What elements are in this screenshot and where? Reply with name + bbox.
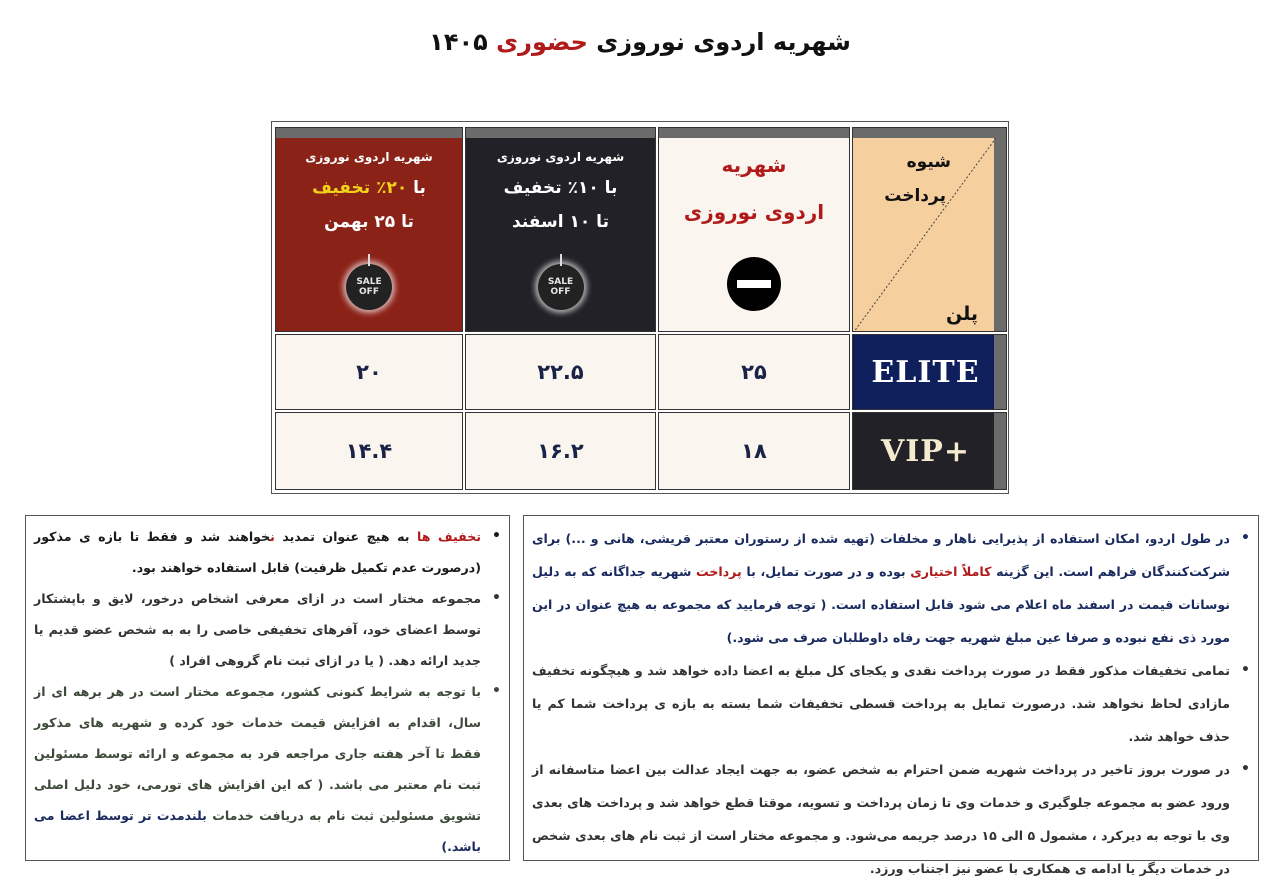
base-line2: اردوی نوروزی bbox=[683, 200, 825, 224]
plan-vip-cell bbox=[852, 412, 1007, 490]
title-highlight: حضوری bbox=[496, 28, 588, 56]
plan-vip-label: VIP+ bbox=[880, 433, 970, 469]
page-title bbox=[0, 28, 1280, 56]
vip-d20-cell: ۱۴.۴ bbox=[275, 412, 463, 490]
note-cash-discount: • تمامی تخفیفات مذکور فقط در صورت پرداخت نقدی و یکجای کل مبلغ به اعضا داده خواهد شد و هیچگونه تخفیف مازادی لحاظ نخواهد شد. درصورت تمایل به پرداخت قسطی تخفیفات شما بسته به بازه ی پرداخت شما کم یا حذف خواهد شد. bbox=[532, 654, 1230, 753]
discount10-line3: تا ۱۰ اسفند bbox=[512, 212, 609, 232]
method-header-cell bbox=[852, 127, 1007, 332]
plan-elite-label: ELITE bbox=[871, 354, 980, 390]
tuition-table bbox=[271, 121, 1009, 494]
notes-left-box bbox=[25, 515, 510, 861]
sale-off-icon: SALE OFF bbox=[346, 264, 392, 310]
elite-base-cell: ۲۵ bbox=[658, 334, 850, 410]
discount20-line3: تا ۲۵ بهمن bbox=[324, 212, 414, 232]
method-label-bottom: پلن bbox=[946, 303, 978, 325]
notes-right-box bbox=[523, 515, 1259, 876]
discount10-small: شهریه اردوی نوروزی bbox=[496, 150, 625, 164]
note-referral: • مجموعه مختار است در ازای معرفی اشخاص درخور، لایق و باپشتکار توسط اعضای خود، آفرهای تخفیفی خاصی را به به شخص عضو قدیم یا جدید ارائه دهد. ( یا در ازای ثبت نام گروهی افراد ) bbox=[34, 583, 481, 676]
elite-d20-cell: ۲۰ bbox=[275, 334, 463, 410]
base-line1: شهریه bbox=[721, 153, 787, 177]
method-label-top: شیوه bbox=[906, 152, 951, 172]
note-late-payment: • در صورت بروز تاخیر در پرداخت شهریه ضمن احترام به شخص عضو، به جهت ایجاد عدالت بین اعضا متاسفانه از ورود عضو به مجموعه جلوگیری و خدمات وی تا زمان پرداخت و تسویه، موقتا قطع خواهد شد و پرداخت های بعدی وی با توجه به دیرکرد ، مشمول ۵ الی ۱۵ درصد جریمه می‌شود. و مجموعه مختار است از ثبت نام های بعدی شخص در خدمات دیگر یا ادامه ی همکاری با عضو نیز اجتناب ورزد. bbox=[532, 753, 1230, 885]
discount10-line2: با ۱۰٪ تخفیف bbox=[503, 178, 618, 198]
method-label-middle: پرداخت bbox=[884, 186, 946, 206]
note-no-extension: • تخفیف ها به هیچ عنوان تمدید نخواهند شد و فقط تا بازه ی مذکور (درصورت عدم تکمیل ظرفیت) قابل استفاده خواهند بود. bbox=[34, 521, 481, 583]
sale-off-icon: SALE OFF bbox=[538, 264, 584, 310]
note-inflation: • با توجه به شرایط کنونی کشور، مجموعه مختار است در هر برهه ای از سال، اقدام به افزایش قیمت خدمات خود کرده و شهریه های مذکور فقط تا آخر هفته جاری مراجعه فرد به مجموعه و ارائه توسط مسئولین ثبت نام معتبر می باشد. ( که این افزایش های تورمی، خود دلیل اصلی تشویق مسئولین ثبت نام به دریافت خدمات بلندمدت تر توسط اعضا می باشد.) bbox=[34, 676, 481, 862]
vip-d10-cell: ۱۶.۲ bbox=[465, 412, 656, 490]
discount20-header-cell bbox=[275, 127, 463, 332]
plan-elite-cell bbox=[852, 334, 1007, 410]
title-main: شهریه اردوی نوروزی bbox=[596, 28, 851, 56]
discount10-header-cell bbox=[465, 127, 656, 332]
vip-base-cell: ۱۸ bbox=[658, 412, 850, 490]
no-discount-icon bbox=[727, 257, 781, 311]
base-header-cell bbox=[658, 127, 850, 332]
note-catering: • در طول اردو، امکان استفاده از پذیرایی ناهار و مخلفات (تهیه شده از رستوران معتبر قریشی، هانی و ...) برای شرکت‌کنندگان فراهم است. این گزینه کاملاً اختیاری بوده و در صورت تمایل، با پرداخت شهریه جداگانه که به دلیل نوسانات قیمت در اسفند ماه اعلام می شود قابل استفاده است. ( توجه فرمایید که مجموعه به هیچ عنوان در این مورد ذی نفع نبوده و صرفا عین مبلغ شهریه جهت رفاه داوطلبان صرف می شود.) bbox=[532, 522, 1230, 654]
elite-d10-cell: ۲۲.۵ bbox=[465, 334, 656, 410]
title-year: ۱۴۰۵ bbox=[429, 28, 488, 56]
discount20-small: شهریه اردوی نوروزی bbox=[305, 150, 433, 164]
discount20-line2: با ۲۰٪ تخفیف bbox=[312, 178, 426, 198]
